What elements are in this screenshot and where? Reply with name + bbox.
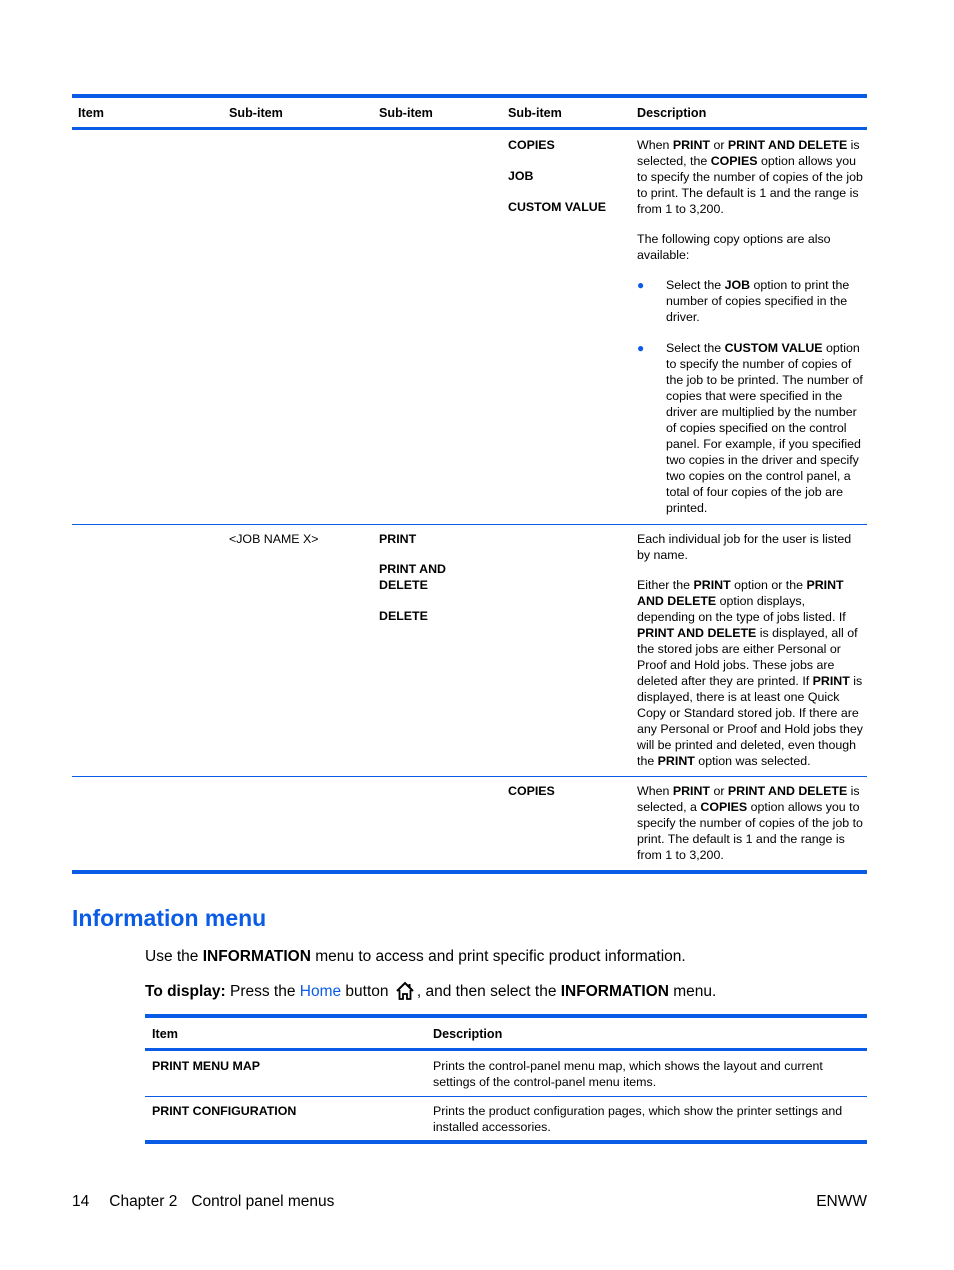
bold-text: INFORMATION: [560, 983, 669, 1000]
row1-subitem-job: JOB: [508, 169, 534, 183]
text: option was selected.: [694, 754, 811, 768]
bold-text: PRINT AND DELETE: [637, 578, 844, 608]
row1-subitem-custom-value: CUSTOM VALUE: [508, 200, 606, 214]
row2-desc-p1: Each individual job for the user is listed by name.: [637, 532, 852, 562]
text: or: [710, 784, 728, 798]
table2-row1-item: PRINT MENU MAP: [152, 1059, 261, 1073]
text: Select the: [666, 341, 725, 355]
bullet-icon: ●: [637, 341, 645, 355]
section-intro: [145, 947, 686, 967]
row2-options: [379, 531, 489, 639]
row1-subitems: [508, 137, 633, 230]
text: option allows you to specify the number of copies of the job to print. The default is 1 and the range is from 1 to 3,200.: [637, 800, 863, 862]
table1-row1-rule: [72, 524, 867, 525]
row1-bullet-job: [637, 277, 863, 325]
footer-left: [72, 1193, 334, 1211]
text: option allows you to specify the number of copies of the job to print. The default is 1 and the range is from 1 to 3,200.: [637, 154, 863, 216]
text: Either the: [637, 578, 694, 592]
text: option to print the number of copies specified in the driver.: [666, 278, 850, 324]
row2-option-print: PRINT: [379, 532, 417, 546]
text: or: [710, 138, 728, 152]
bold-text: COPIES: [700, 800, 748, 814]
bold-text: PRINT AND DELETE: [727, 784, 848, 798]
text: menu.: [668, 983, 717, 1000]
text: is selected, the: [637, 138, 860, 168]
row1-description: [637, 137, 863, 531]
table1-top-rule: [72, 94, 867, 98]
table1-header-description: Description: [637, 106, 707, 120]
text: option or the: [730, 578, 807, 592]
row2-description: [637, 531, 863, 783]
table2-row2-desc: Prints the product configuration pages, which show the printer settings and installed accessories.: [433, 1104, 843, 1134]
table2-row1-rule: [145, 1096, 867, 1097]
text: is displayed, there is at least one Quick Copy or Standard stored job. If there are any Personal or Proof and Hold jobs they will be printed and deleted, even though the: [637, 674, 863, 768]
bold-text: CUSTOM VALUE: [724, 341, 823, 355]
row1-desc-p1: [637, 137, 863, 217]
table1-header-subitem-1: Sub-item: [229, 106, 283, 120]
text: When: [637, 784, 673, 798]
page-number: 14: [72, 1193, 90, 1210]
bold-text: COPIES: [710, 154, 758, 168]
table1-header-subitem-3: Sub-item: [508, 106, 562, 120]
table1-header-rule: [72, 127, 867, 130]
table1-header-item: Item: [78, 106, 104, 120]
to-display-instruction: [145, 981, 716, 1002]
table2-top-rule: [145, 1014, 867, 1018]
text: menu to access and print specific product information.: [310, 948, 686, 965]
table2-header-description: Description: [433, 1027, 503, 1041]
home-icon: [395, 981, 415, 1001]
table2-row1-desc: Prints the control-panel menu map, which shows the layout and current settings of the control-panel menu items.: [433, 1059, 823, 1089]
row2-desc-p2: [637, 577, 863, 769]
row1-bullet-custom-value: [637, 340, 863, 516]
to-display-label: To display:: [145, 983, 226, 1000]
row1-subitem-copies: COPIES: [508, 138, 555, 152]
bold-text: PRINT: [672, 138, 710, 152]
table1-row2-rule: [72, 776, 867, 777]
bold-text: JOB: [724, 278, 751, 292]
bold-text: PRINT: [657, 754, 695, 768]
row2-option-print-and-delete: PRINT AND DELETE: [379, 562, 446, 592]
table2-header-rule: [145, 1048, 867, 1051]
bold-text: INFORMATION: [202, 948, 311, 965]
bold-text: PRINT AND DELETE: [727, 138, 848, 152]
text: Select the: [666, 278, 725, 292]
table2-row2-item: PRINT CONFIGURATION: [152, 1104, 297, 1118]
footer-right: ENWW: [816, 1193, 867, 1210]
row3-description: [637, 783, 863, 863]
text: When: [637, 138, 673, 152]
text: option displays, depending on the type of jobs listed. If: [637, 594, 846, 624]
row1-desc-p2: The following copy options are also available:: [637, 232, 831, 262]
home-link[interactable]: Home: [299, 983, 342, 1000]
text: , and then select the: [416, 983, 561, 1000]
bullet-icon: ●: [637, 278, 645, 292]
text: button: [341, 983, 393, 1000]
bold-text: PRINT: [693, 578, 731, 592]
chapter-title: Control panel menus: [191, 1193, 335, 1210]
row2-option-delete: DELETE: [379, 609, 428, 623]
text: is selected, a: [637, 784, 860, 814]
text: option to specify the number of copies of the job to be printed. The number of copies that were specified in the driver are multiplied by the number of copies specified on the control panel. For example, if you specified two copies in the driver and specify two copies on the control panel, a total of four copies of the job are printed.: [666, 341, 863, 515]
text: Use the: [145, 948, 203, 965]
chapter-label: Chapter 2: [109, 1193, 178, 1210]
bold-text: PRINT: [672, 784, 710, 798]
row3-subitem: COPIES: [508, 784, 555, 798]
table1-bottom-rule: [72, 870, 867, 874]
text: Press the: [225, 983, 300, 1000]
table2-header-item: Item: [152, 1027, 178, 1041]
bold-text: PRINT AND DELETE: [637, 626, 757, 640]
bold-text: PRINT: [812, 674, 850, 688]
table2-bottom-rule: [145, 1140, 867, 1144]
text: is displayed, all of the stored jobs are either Personal or Proof and Hold jobs. These jobs are deleted after they are printed. If: [637, 626, 858, 688]
table1-header-subitem-2: Sub-item: [379, 106, 433, 120]
row2-subitem: <JOB NAME X>: [229, 532, 319, 546]
section-heading: Information menu: [72, 905, 267, 931]
